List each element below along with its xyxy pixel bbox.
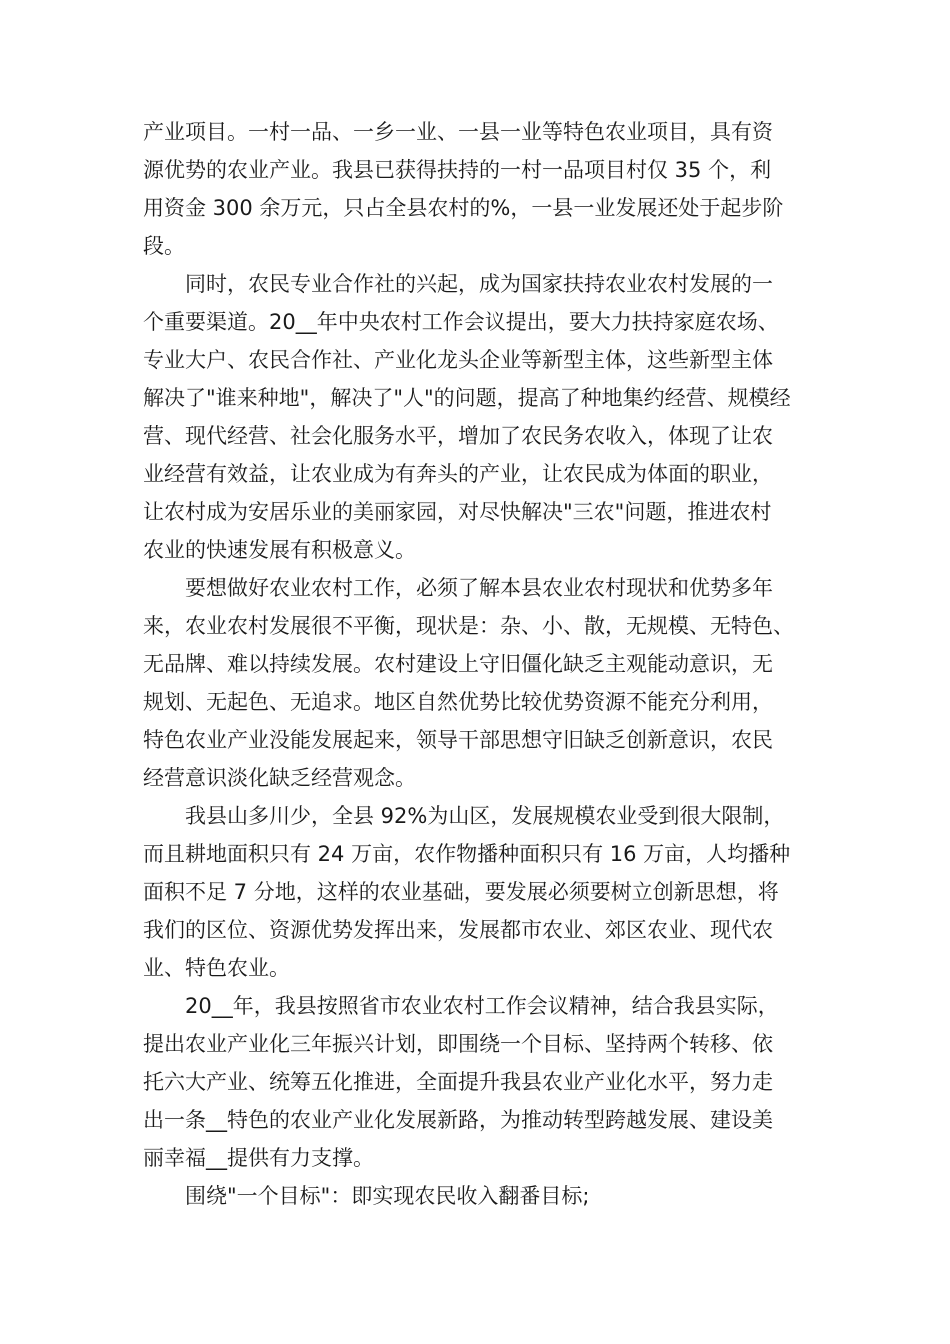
text-line: 提出农业产业化三年振兴计划，即围绕一个目标、坚持两个转移、依	[143, 1032, 773, 1056]
text-line: 围绕"一个目标"：即实现农民收入翻番目标;	[185, 1184, 590, 1208]
text-line: 经营意识淡化缺乏经营观念。	[143, 766, 416, 790]
text-line: 出一条__特色的农业产业化发展新路，为推动转型跨越发展、建设美	[143, 1108, 773, 1132]
text-line: 营、现代经营、社会化服务水平，增加了农民务农收入，体现了让农	[143, 424, 773, 448]
text-line: 用资金 300 余万元，只占全县农村的%，一县一业发展还处于起步阶	[143, 196, 784, 220]
text-line: 20__年，我县按照省市农业农村工作会议精神，结合我县实际，	[185, 994, 779, 1018]
paragraph	[143, 265, 823, 569]
text-line: 丽幸福__提供有力支撑。	[143, 1146, 374, 1170]
text-line: 面积不足 7 分地，这样的农业基础，要发展必须要树立创新思想，将	[143, 880, 779, 904]
text-line: 同时，农民专业合作社的兴起，成为国家扶持农业农村发展的一	[185, 272, 773, 296]
text-line: 规划、无起色、无追求。地区自然优势比较优势资源不能充分利用，	[143, 690, 773, 714]
text-line: 解决了"谁来种地"，解决了"人"的问题，提高了种地集约经营、规模经	[143, 386, 791, 410]
text-line: 个重要渠道。20__年中央农村工作会议提出，要大力扶持家庭农场、	[143, 310, 779, 334]
text-line: 让农村成为安居乐业的美丽家园，对尽快解决"三农"问题，推进农村	[143, 500, 772, 524]
text-line: 我们的区位、资源优势发挥出来，发展都市农业、郊区农业、现代农	[143, 918, 773, 942]
paragraph	[143, 113, 823, 265]
text-line: 专业大户、农民合作社、产业化龙头企业等新型主体，这些新型主体	[143, 348, 773, 372]
paragraph	[143, 569, 823, 797]
text-line: 产业项目。一村一品、一乡一业、一县一业等特色农业项目，具有资	[143, 120, 773, 144]
text-line: 而且耕地面积只有 24 万亩，农作物播种面积只有 16 万亩，人均播种	[143, 842, 791, 866]
text-line: 业、特色农业。	[143, 956, 290, 980]
text-line: 农业的快速发展有积极意义。	[143, 538, 416, 562]
text-line: 我县山多川少，全县 92%为山区，发展规模农业受到很大限制，	[185, 804, 785, 828]
text-line: 无品牌、难以持续发展。农村建设上守旧僵化缺乏主观能动意识，无	[143, 652, 773, 676]
paragraph	[143, 987, 823, 1177]
document-body	[143, 113, 823, 1215]
text-line: 源优势的农业产业。我县已获得扶持的一村一品项目村仅 35 个，利	[143, 158, 772, 182]
text-line: 特色农业产业没能发展起来，领导干部思想守旧缺乏创新意识，农民	[143, 728, 773, 752]
paragraph	[143, 797, 823, 987]
text-line: 托六大产业、统筹五化推进，全面提升我县农业产业化水平，努力走	[143, 1070, 773, 1094]
text-line: 业经营有效益，让农业成为有奔头的产业，让农民成为体面的职业，	[143, 462, 773, 486]
text-line: 段。	[143, 234, 185, 258]
text-line: 来，农业农村发展很不平衡，现状是：杂、小、散，无规模、无特色、	[143, 614, 794, 638]
text-line: 要想做好农业农村工作，必须了解本县农业农村现状和优势多年	[185, 576, 773, 600]
paragraph	[143, 1177, 823, 1215]
